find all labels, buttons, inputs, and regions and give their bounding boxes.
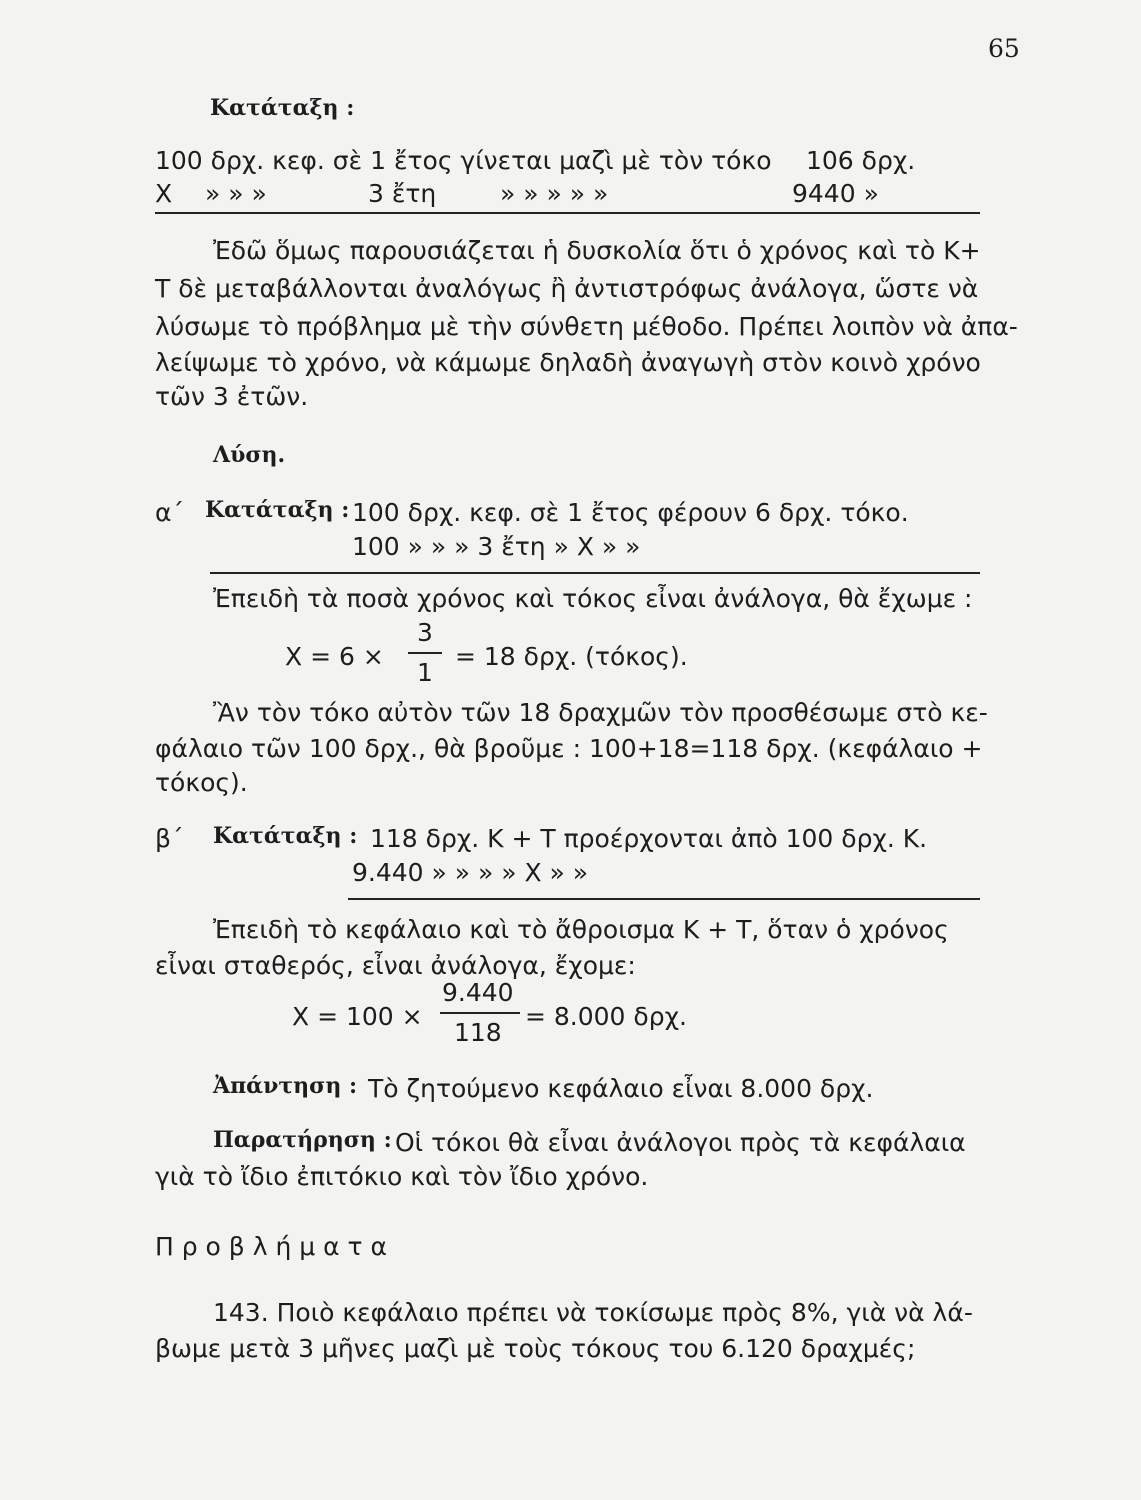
step-b-row1: 118 δρχ. Κ + Τ προέρχονται ἀπὸ 100 δρχ. Κ. bbox=[370, 824, 928, 853]
para-line-4: λείψωμε τὸ χρόνο, νὰ κάμωμε δηλαδὴ ἀναγωγὴ στὸν κοινὸ χρόνο bbox=[155, 348, 981, 377]
formula-b-num: 9.440 bbox=[442, 978, 514, 1007]
formula-a-num: 3 bbox=[417, 618, 433, 647]
divider-rule-2 bbox=[210, 572, 980, 574]
problems-heading: Π ρ ο β λ ή μ α τ α bbox=[155, 1232, 387, 1261]
row2-dittos: » » » bbox=[205, 179, 267, 208]
add-line-1: Ἂν τὸν τόκο αὐτὸν τῶν 18 δραχμῶν τὸν προσθέσωμε στὸ κε- bbox=[213, 698, 988, 727]
add-line-3: τόκος). bbox=[155, 768, 248, 797]
step-b-since-2: εἶναι σταθερός, εἶναι ἀνάλογα, ἔχομε: bbox=[155, 951, 636, 980]
para-line-2: Τ δὲ μεταβάλλονται ἀναλόγως ἢ ἀντιστρόφως ἀνάλογα, ὥστε νὰ bbox=[155, 274, 979, 303]
remark-line-1: Οἱ τόκοι θὰ εἶναι ἀνάλογοι πρὸς τὰ κεφάλαια bbox=[395, 1128, 966, 1157]
formula-a-rhs: = 18 δρχ. (τόκος). bbox=[455, 642, 688, 671]
step-a-since: Ἐπειδὴ τὰ ποσὰ χρόνος καὶ τόκος εἶναι ἀνάλογα, θὰ ἔχωμε : bbox=[213, 584, 973, 613]
step-a-row1: 100 δρχ. κεφ. σὲ 1 ἔτος φέρουν 6 δρχ. τόκο. bbox=[352, 498, 909, 527]
formula-b-rhs: = 8.000 δρχ. bbox=[525, 1002, 687, 1031]
add-line-2: φάλαιο τῶν 100 δρχ., θὰ βροῦμε : 100+18=118 δρχ. (κεφάλαιο + bbox=[155, 734, 983, 763]
solution-heading: Λύση. bbox=[213, 442, 286, 468]
problem-143-line-1: 143. Ποιὸ κεφάλαιο πρέπει νὰ τοκίσωμε πρὸς 8%, γιὰ νὰ λά- bbox=[213, 1298, 973, 1327]
formula-b-lhs: Χ = 100 × bbox=[292, 1002, 423, 1031]
para-line-3: λύσωμε τὸ πρόβλημα μὲ τὴν σύνθετη μέθοδο. Πρέπει λοιπὸν νὰ ἀπα- bbox=[155, 312, 1018, 341]
page-number: 65 bbox=[988, 34, 1020, 63]
row2-value: 9440 » bbox=[792, 179, 879, 208]
row2-dittos2: » » » » » bbox=[500, 179, 609, 208]
row2-x: Χ bbox=[155, 179, 173, 208]
answer-text: Τὸ ζητούμενο κεφάλαιο εἶναι 8.000 δρχ. bbox=[368, 1074, 874, 1103]
divider-rule-3 bbox=[348, 898, 980, 900]
formula-a-fraction bbox=[408, 616, 442, 690]
section-heading-katataxi: Κατάταξη : bbox=[210, 95, 355, 121]
step-a-marker: α΄ bbox=[155, 498, 184, 527]
step-a-row2: 100 » » » 3 ἔτη » Χ » » bbox=[352, 532, 641, 561]
formula-b-den: 118 bbox=[454, 1018, 502, 1047]
remark-label: Παρατήρηση : bbox=[213, 1127, 392, 1153]
step-a-label: Κατάταξη : bbox=[205, 497, 350, 523]
para-line-1: Ἐδῶ ὅμως παρουσιάζεται ἡ δυσκολία ὅτι ὁ χρόνος καὶ τὸ Κ+ bbox=[213, 236, 981, 265]
formula-a-den: 1 bbox=[417, 658, 433, 687]
divider-rule-1 bbox=[155, 212, 980, 214]
step-b-marker: β΄ bbox=[155, 824, 184, 853]
para-line-5: τῶν 3 ἐτῶν. bbox=[155, 382, 309, 411]
row1-value: 106 δρχ. bbox=[806, 146, 916, 175]
formula-a-lhs: Χ = 6 × bbox=[285, 642, 384, 671]
row2-years: 3 ἔτη bbox=[368, 179, 437, 208]
remark-line-2: γιὰ τὸ ἴδιο ἐπιτόκιο καὶ τὸν ἴδιο χρόνο. bbox=[155, 1162, 649, 1191]
formula-a-bar bbox=[408, 652, 442, 654]
step-b-row2: 9.440 » » » » Χ » » bbox=[352, 858, 589, 887]
step-b-since-1: Ἐπειδὴ τὸ κεφάλαιο καὶ τὸ ἄθροισμα Κ + Τ, ὅταν ὁ χρόνος bbox=[213, 915, 949, 944]
formula-b-fraction bbox=[440, 976, 520, 1050]
problem-143-line-2: βωμε μετὰ 3 μῆνες μαζὶ μὲ τοὺς τόκους του 6.120 δραχμές; bbox=[155, 1334, 916, 1363]
row1-text: 100 δρχ. κεφ. σὲ 1 ἔτος γίνεται μαζὶ μὲ τὸν τόκο bbox=[155, 146, 772, 175]
step-b-label: Κατάταξη : bbox=[213, 823, 358, 849]
answer-label: Ἀπάντηση : bbox=[213, 1073, 358, 1099]
formula-b-bar bbox=[440, 1012, 520, 1014]
